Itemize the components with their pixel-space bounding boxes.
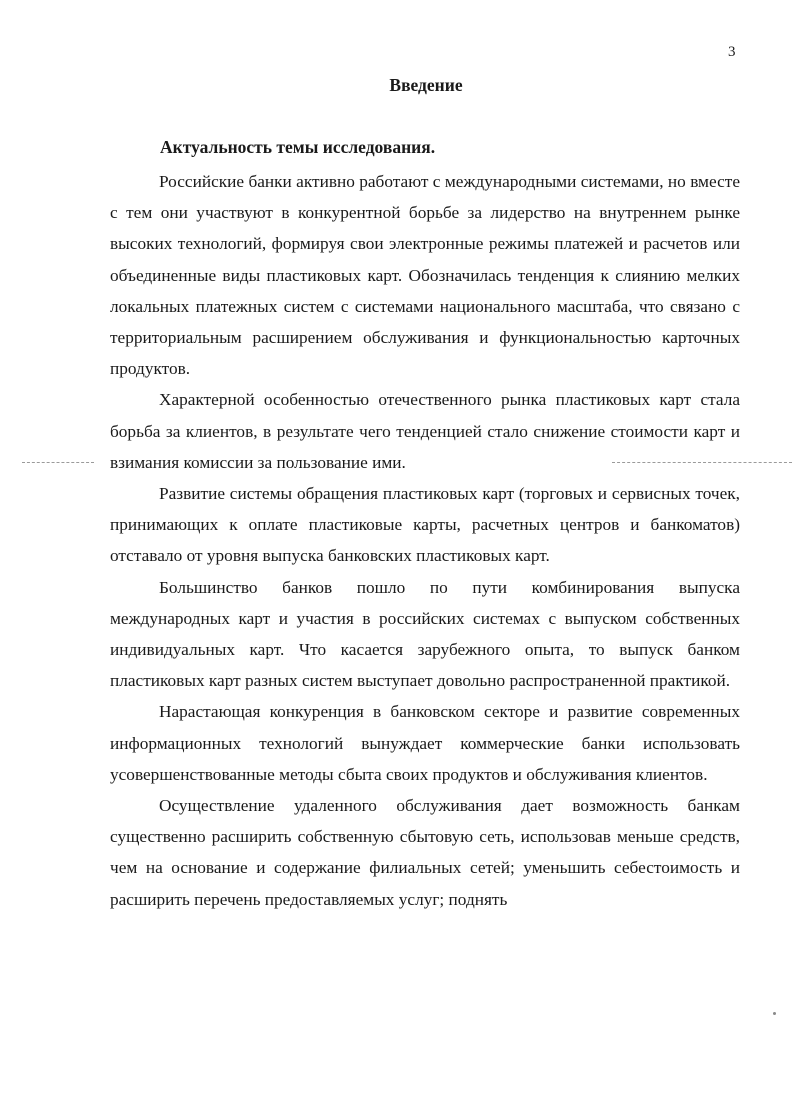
scan-artifact-left: [22, 462, 94, 463]
section-subheading: Актуальность темы исследования.: [160, 137, 436, 157]
body-text: [110, 166, 740, 915]
scan-artifact-right: [612, 462, 792, 463]
paragraph: Российские банки активно работают с международными системами, но вместе с тем они участвуют в конкурентной борьбе за лидерство на внутреннем рынке высоких технологий, формируя свои электронные режимы платежей и расчетов или объединенные виды пластиковых карт. Обозначилась тенденция к слиянию мелких локальных платежных систем с системами национального масштаба, что связано с территориальным расширением обслуживания и функциональностью карточных продуктов.: [110, 172, 740, 379]
paragraph: Нарастающая конкуренция в банковском секторе и развитие современных информационных технологий вынуждает коммерческие банки использовать усовершенствованные методы сбыта своих продуктов и обслуживания клиентов.: [110, 702, 740, 784]
paragraph: Характерной особенностью отечественного рынка пластиковых карт стала борьба за клиентов, в результате чего тенденцией стало снижение стоимости карт и взимания комиссии за пользование ими.: [110, 390, 740, 472]
page-number: 3: [728, 44, 736, 60]
paragraph: Большинство банков пошло по пути комбинирования выпуска международных карт и участия в российских системах с выпуском собственных индивидуальных карт. Что касается зарубежного опыта, то выпуск банком пластиковых карт разных систем выступает довольно распространенной практикой.: [110, 577, 740, 691]
page-title: Введение: [389, 75, 463, 95]
paragraph: Развитие системы обращения пластиковых карт (торговых и сервисных точек, принимающих к оплате пластиковые карты, расчетных центров и банкоматов) отставало от уровня выпуска банковских пластиковых карт.: [110, 484, 740, 566]
paragraph: Осуществление удаленного обслуживания дает возможность банкам существенно расширить собственную сбытовую сеть, использовав меньше средств, чем на основание и содержание филиальных сетей; уменьшить себестоимость и расширить перечень предоставляемых услуг; поднять: [110, 796, 740, 909]
scan-artifact-dot: [773, 1012, 776, 1015]
